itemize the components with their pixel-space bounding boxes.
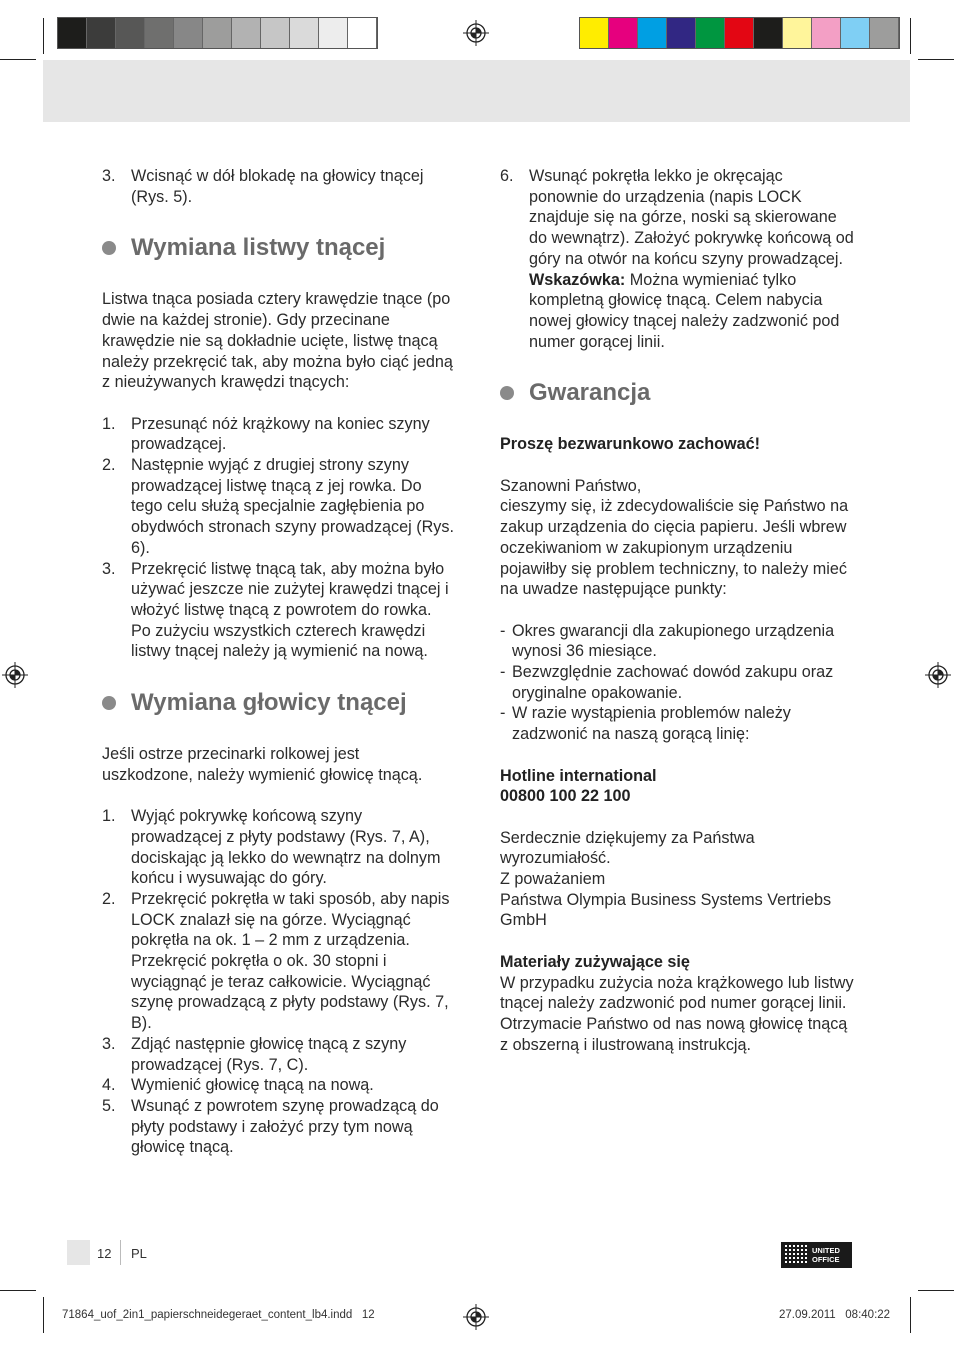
paragraph: W przypadku zużycia noża krążkowego lub listwy tnącej należy zadzwonić pod numer gorącej linii. Otrzymacie Państwo od nas nową głowicę tnącą z obszerną i ilustrowaną instrukcją. [500, 973, 854, 1054]
list-item [102, 559, 454, 663]
dash-marker: - [500, 621, 506, 640]
list-item [102, 889, 454, 1034]
color-swatch [319, 18, 348, 48]
hotline-label-text: Hotline international [500, 766, 657, 785]
crop-mark [43, 18, 44, 54]
list-number: 1. [102, 807, 116, 826]
page-number: 12 [97, 1246, 112, 1261]
list-item [500, 166, 856, 352]
list-text: Przekręcić pokrętła w taki sposób, aby napis LOCK znalazł się na górze. Wyciągnąć pokrętła na ok. 1 – 2 mm z urządzenia. Przekręcić pokrętła o ok. 30 stopni i wyciągnąć je teraz całkowicie. Wyciągnąć szynę prowadzącą z płyty podstawy (Rys. 7, B). [131, 889, 450, 1033]
left-column [102, 166, 454, 1158]
color-swatch [783, 18, 812, 48]
section-heading [102, 688, 454, 718]
color-swatch [261, 18, 290, 48]
dash-marker: - [500, 663, 506, 682]
color-swatch [174, 18, 203, 48]
list-text: Przesunąć nóż krążkowy na koniec szyny prowadzącej. [131, 414, 430, 454]
language-code: PL [131, 1246, 147, 1261]
logo-text-line1: UNITED [812, 1246, 840, 1255]
paragraph: Listwa tnąca posiada cztery krawędzie tnące (po dwie na każdej stronie). Gdy przecinane krawędzie nie są dokładnie ucięte, listwę tnącą należy przekręcić tak, aby można było ciąć jedną z nieużywanych krawędzi tnących: [102, 290, 453, 392]
list-item [102, 806, 454, 889]
step-text: Wsunąć pokrętła lekko je okręcając ponownie do urządzenia (napis LOCK znajduje się na górze, noski są skierowane do wewnątrz). Założyć pokrywkę końcową od góry na otwór na końcu szyny prowadzącej. [529, 167, 854, 268]
color-swatch [696, 18, 725, 48]
color-swatch [841, 18, 870, 48]
list-text: Przekręcić listwę tnącą tak, aby można było używać jeszcze nie zużytej krawędzi tnącej i włożyć listwę tnącą z powrotem do rowka. Po zużyciu wszystkich czterech krawędzi listwy tnącej należy ją wymienić na nową. [131, 559, 449, 661]
file-name: 71864_uof_2in1_papierschneidegeraet_content_lb4.indd 12 [62, 1309, 375, 1321]
numbered-list [102, 806, 454, 1158]
list-item [102, 166, 454, 207]
hotline-number-text: 00800 100 22 100 [500, 787, 631, 806]
list-number: 3. [102, 559, 116, 578]
list-item [102, 1075, 454, 1096]
logo-text-line2: OFFICE [812, 1255, 840, 1264]
dash-list [500, 621, 856, 745]
subtitle-text: Proszę bezwarunkowo zachować! [500, 435, 760, 454]
note-text: Można wymieniać tylko kompletną głowicę tnącą. Celem nabycia nowej głowicy tnącej należy zadzwonić pod numer gorącej linii. [529, 270, 840, 351]
color-swatch [232, 18, 261, 48]
crop-mark [918, 1290, 954, 1291]
numbered-list [102, 414, 454, 662]
closing-line: Państwa Olympia Business Systems Vertriebs GmbH [500, 890, 832, 930]
color-swatch [812, 18, 841, 48]
color-swatch [203, 18, 232, 48]
color-swatch [725, 18, 754, 48]
color-swatch [580, 18, 609, 48]
right-column [500, 166, 856, 1055]
color-swatch [870, 18, 899, 48]
color-swatch [145, 18, 174, 48]
list-number: 3. [102, 1034, 116, 1053]
list-text: Wcisnąć w dół blokadę na głowicy tnącej (Rys. 5). [131, 167, 424, 206]
section-title: Wymiana głowicy tnącej [131, 689, 407, 717]
crop-mark [910, 18, 911, 54]
crop-mark [918, 59, 954, 60]
list-number: 1. [102, 414, 116, 433]
closing-line: Z poważaniem [500, 870, 606, 889]
list-text: Wsunąć z powrotem szynę prowadzącą do płyty podstawy i założyć przy tym nową głowicę tnącą. [131, 1096, 439, 1157]
list-text [529, 166, 856, 352]
color-swatch [58, 18, 87, 48]
registration-mark-icon [463, 1304, 489, 1330]
section-title: Gwarancja [529, 379, 651, 407]
list-number: 4. [102, 1076, 116, 1095]
list-item [102, 1034, 454, 1075]
dash-item [500, 621, 856, 662]
section-title: Wymiana listwy tnącej [131, 234, 386, 262]
dash-marker: - [500, 704, 506, 723]
materials-title-text: Materiały zużywające się [500, 952, 690, 971]
materials-title [500, 952, 856, 973]
color-swatch [116, 18, 145, 48]
crop-mark [0, 1290, 36, 1291]
list-number: 5. [102, 1096, 116, 1115]
list-number: 2. [102, 889, 116, 908]
dash-item [500, 662, 856, 703]
print-datetime: 27.09.2011 08:40:22 [779, 1309, 891, 1321]
salutation: Szanowni Państwo, [500, 476, 642, 495]
paragraph: cieszymy się, iż zdecydowaliście się Państwo na zakup urządzenia do cięcia papieru. Jeśli wbrew oczekiwaniom w zakupionym urządzeniu pojawiłby się problem techniczny, to należy mieć na uwadze następujące punkty: [500, 497, 849, 599]
list-number: 3. [102, 167, 116, 185]
list-number: 2. [102, 456, 116, 475]
color-swatch [290, 18, 319, 48]
list-item [102, 455, 454, 559]
dash-text: W razie wystąpienia problemów należy zadzwonić na naszą gorącą linię: [512, 704, 791, 744]
dash-text: Okres gwarancji dla zakupionego urządzenia wynosi 36 miesiące. [512, 621, 835, 661]
paragraph: Jeśli ostrze przecinarki rolkowej jest uszkodzone, należy wymienić głowicę tnącą. [102, 745, 423, 784]
dash-item [500, 703, 856, 744]
color-swatch [667, 18, 696, 48]
closing-line: Serdecznie dziękujemy za Państwa wyrozumiałość. [500, 828, 755, 868]
list-text: Następnie wyjąć z drugiej strony szyny prowadzącej listwę tnącą z jej rowka. Do tego celu służą specjalnie zagłębienia po obydwóch stronach szyny prowadzącej (Rys. 6). [131, 456, 454, 557]
united-office-logo [781, 1242, 852, 1268]
color-swatch [609, 18, 638, 48]
list-text: Zdjąć następnie głowicę tnącą z szyny prowadzącej (Rys. 7, C). [131, 1034, 407, 1074]
registration-mark-icon [463, 20, 489, 46]
section-heading [500, 378, 856, 408]
page-number-box [67, 1240, 90, 1265]
hotline-number [500, 786, 856, 807]
color-swatch [87, 18, 116, 48]
crop-mark [910, 1297, 911, 1333]
section-heading [102, 233, 454, 263]
color-swatch [638, 18, 667, 48]
registration-mark-icon [2, 662, 28, 688]
bullet-icon [102, 696, 116, 710]
note-label: Wskazówka: [529, 270, 626, 289]
bullet-icon [102, 241, 116, 255]
color-swatch [754, 18, 783, 48]
color-swatch-bar [579, 17, 900, 49]
warranty-subtitle [500, 434, 856, 455]
gray-swatch-bar [57, 17, 378, 49]
crop-mark [43, 1297, 44, 1333]
list-text: Wymienić głowicę tnącą na nową. [131, 1076, 374, 1095]
list-number: 6. [500, 167, 514, 185]
hotline-label [500, 766, 856, 787]
list-item [102, 414, 454, 455]
bullet-icon [500, 386, 514, 400]
list-item [102, 1096, 454, 1158]
header-bar [43, 60, 910, 122]
color-swatch [348, 18, 377, 48]
registration-mark-icon [925, 662, 951, 688]
footer-divider [120, 1240, 121, 1265]
dash-text: Bezwzględnie zachować dowód zakupu oraz oryginalne opakowanie. [512, 663, 834, 702]
crop-mark [0, 59, 36, 60]
logo-grid-icon [785, 1245, 809, 1265]
list-text: Wyjąć pokrywkę końcową szyny prowadzącej z płyty podstawy (Rys. 7, A), dociskając ją lekko do wewnątrz na dolnym końcu i wysuwając do góry. [131, 807, 441, 888]
